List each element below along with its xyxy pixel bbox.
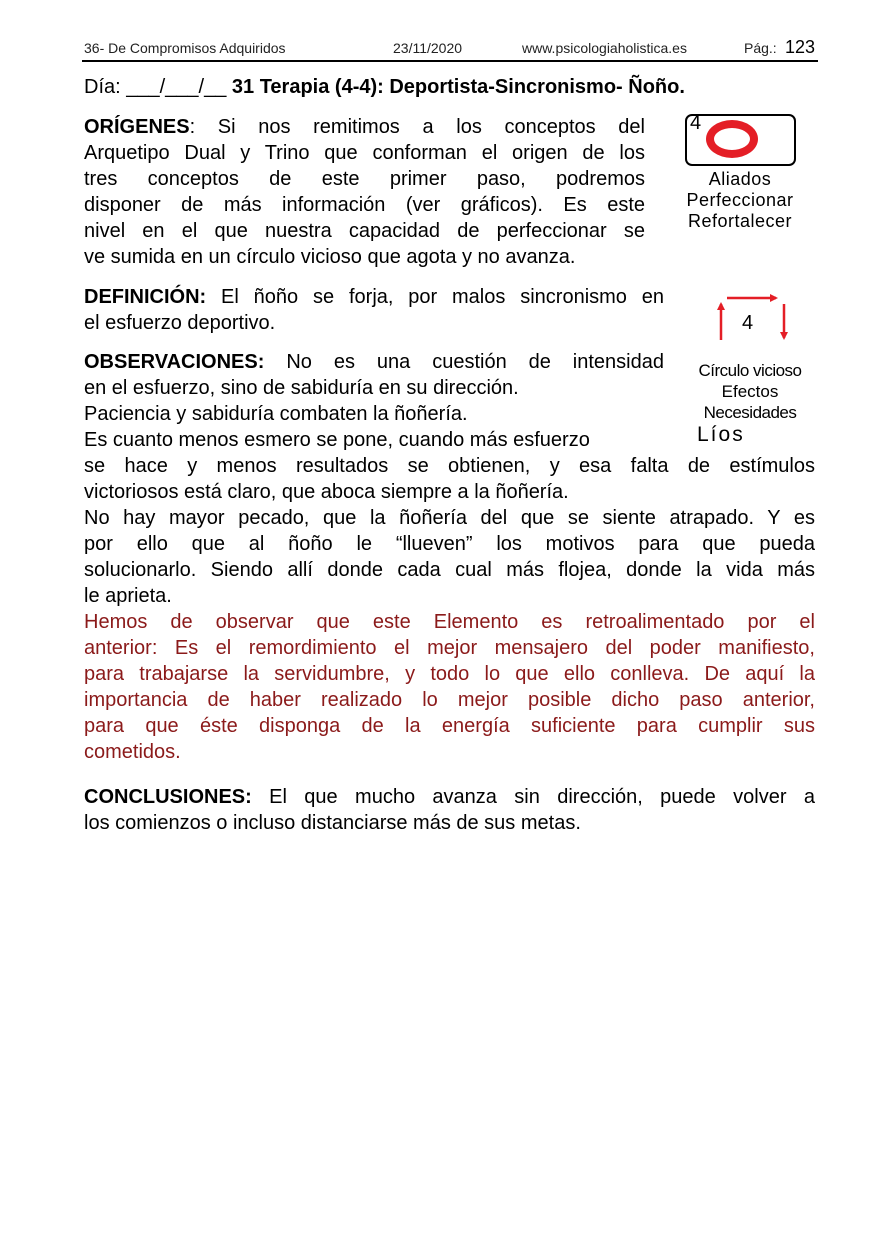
- red-circle-icon: [706, 120, 758, 158]
- observaciones-red-line: Hemos de observar que este Elemento es retroalimentado por el: [84, 611, 815, 633]
- title-date-field: Día: ___/___/__: [84, 76, 232, 98]
- observaciones-line: victoriosos está claro, que aboca siempre a la ñoñería.: [84, 481, 569, 503]
- figure1-word-refortalecer: Refortalecer: [687, 211, 793, 231]
- header-page-number: 123: [785, 37, 816, 57]
- observaciones-line: en el esfuerzo, sino de sabiduría en su dirección.: [84, 377, 519, 399]
- figure2-word-necesidades: Necesidades: [703, 403, 797, 422]
- conclusiones-label: CONCLUSIONES:: [84, 786, 252, 808]
- origenes-section: [84, 114, 645, 270]
- figure1-number: 4: [690, 112, 702, 134]
- observaciones-line: solucionarlo. Siendo allí donde cada cual más flojea, donde la vida más: [84, 559, 815, 581]
- origenes-line: ve sumida en un círculo vicioso que agota y no avanza.: [84, 246, 576, 268]
- header-website: www.psicologiaholistica.es: [522, 40, 687, 56]
- header-page-label: Pág.:: [744, 40, 777, 56]
- observaciones-line: Paciencia y sabiduría combaten la ñoñería.: [84, 403, 468, 425]
- definicion-line: DEFINICIÓN: El ñoño se forja, por malos sincronismo en: [84, 286, 664, 308]
- observaciones-red-line: para trabajarse la servidumbre, y todo lo que ello conlleva. De aquí la: [84, 663, 815, 685]
- page-title: [84, 76, 685, 99]
- figure2-number: 4: [742, 312, 754, 334]
- header-date: 23/11/2020: [393, 40, 463, 56]
- figure1-word-perfeccionar: Perfeccionar: [686, 190, 794, 210]
- origenes-line: nivel en el que nuestra capacidad de perfeccionar se: [84, 220, 645, 242]
- figure2-word-lios: Líos: [697, 423, 745, 446]
- origenes-line: tres conceptos de este primer paso, podremos: [84, 168, 645, 190]
- observaciones-line: le aprieta.: [84, 585, 172, 607]
- observaciones-line: se hace y menos resultados se obtienen, y esa falta de estímulos: [84, 455, 815, 477]
- header-rule: [82, 60, 818, 62]
- observaciones-line: OBSERVACIONES: No es una cuestión de intensidad: [84, 351, 664, 373]
- observaciones-red-line: anterior: Es el remordimiento el mejor mensajero del poder manifiesto,: [84, 637, 815, 659]
- header-document-title: 36- De Compromisos Adquiridos: [84, 40, 286, 56]
- definicion-section: [84, 284, 664, 336]
- origenes-label: ORÍGENES: [84, 116, 190, 138]
- conclusiones-line: los comienzos o incluso distanciarse más de sus metas.: [84, 812, 581, 834]
- figure2-word-circulo: Círculo vicioso: [698, 361, 802, 380]
- observaciones-line: Es cuanto menos esmero se pone, cuando más esfuerzo: [84, 429, 590, 451]
- observaciones-intro: [84, 349, 664, 453]
- observaciones-body: [84, 453, 815, 765]
- figure1-word-aliados: Aliados: [708, 169, 772, 189]
- observaciones-red-line: importancia de haber realizado lo mejor posible dicho paso anterior,: [84, 689, 815, 711]
- observaciones-line: No hay mayor pecado, que la ñoñería del que se siente atrapado. Y es: [84, 507, 815, 529]
- observaciones-line: por ello que al ñoño le “llueven” los motivos para que pueda: [84, 533, 815, 555]
- figure2-word-efectos: Efectos: [721, 382, 779, 401]
- definicion-label: DEFINICIÓN:: [84, 286, 207, 308]
- observaciones-red-line: cometidos.: [84, 741, 181, 763]
- definicion-line: el esfuerzo deportivo.: [84, 312, 276, 334]
- observaciones-red-line: para que éste disponga de la energía suficiente para cumplir sus: [84, 715, 815, 737]
- origenes-line: Arquetipo Dual y Trino que conforman el origen de los: [84, 142, 645, 164]
- observaciones-label: OBSERVACIONES:: [84, 351, 265, 373]
- title-heading: 31 Terapia (4-4): Deportista-Sincronismo- Ñoño.: [231, 76, 685, 98]
- origenes-line: ORÍGENES: Si nos remitimos a los conceptos del: [84, 116, 645, 138]
- conclusiones-line: CONCLUSIONES: El que mucho avanza sin dirección, puede volver a: [84, 786, 815, 808]
- conclusiones-section: [84, 784, 815, 836]
- origenes-line: disponer de más información (ver gráficos). Es este: [84, 194, 645, 216]
